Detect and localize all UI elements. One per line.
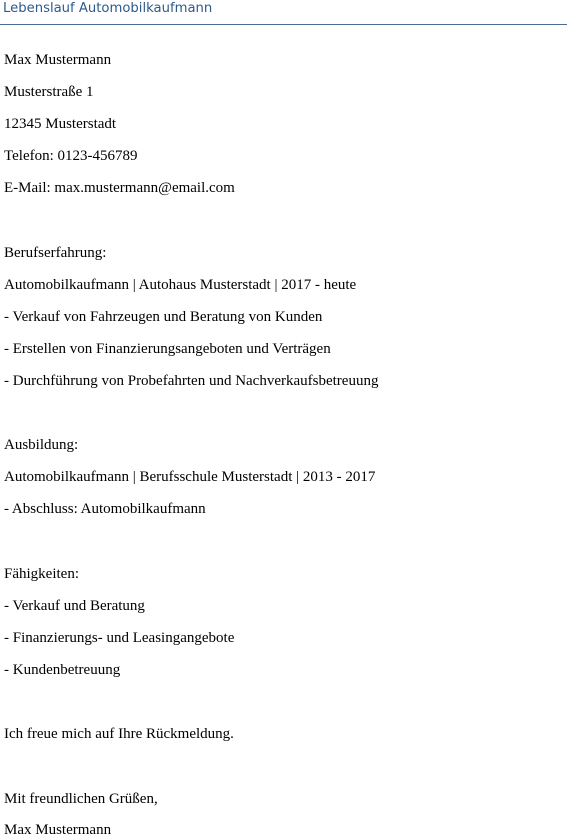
skills-item: - Kundenbetreuung	[4, 662, 121, 678]
education-item: - Abschluss: Automobilkaufmann	[4, 501, 206, 517]
contact-name: Max Mustermann	[4, 52, 112, 68]
closing-message: Ich freue mich auf Ihre Rückmeldung.	[4, 726, 234, 742]
closing-signature: Max Mustermann	[4, 822, 112, 838]
experience-heading: Berufserfahrung:	[4, 245, 107, 261]
contact-street: Musterstraße 1	[4, 84, 94, 100]
contact-city: 12345 Musterstadt	[4, 116, 117, 132]
education-position: Automobilkaufmann | Berufsschule Musterstadt | 2013 - 2017	[4, 469, 376, 485]
contact-phone: Telefon: 0123-456789	[4, 148, 138, 164]
closing-greeting: Mit freundlichen Grüßen,	[4, 791, 158, 807]
page-header	[0, 0, 567, 25]
header-title: Lebenslauf Automobilkaufmann	[3, 1, 213, 16]
skills-item: - Finanzierungs- und Leasingangebote	[4, 630, 235, 646]
education-heading: Ausbildung:	[4, 437, 79, 453]
experience-item: - Erstellen von Finanzierungsangeboten und Verträgen	[4, 341, 331, 357]
contact-email: E-Mail: max.mustermann@email.com	[4, 180, 235, 196]
experience-item: - Verkauf von Fahrzeugen und Beratung von Kunden	[4, 309, 323, 325]
experience-item: - Durchführung von Probefahrten und Nachverkaufsbetreuung	[4, 373, 379, 389]
experience-position: Automobilkaufmann | Autohaus Musterstadt | 2017 - heute	[4, 277, 357, 293]
skills-heading: Fähigkeiten:	[4, 566, 79, 582]
skills-item: - Verkauf und Beratung	[4, 598, 145, 614]
